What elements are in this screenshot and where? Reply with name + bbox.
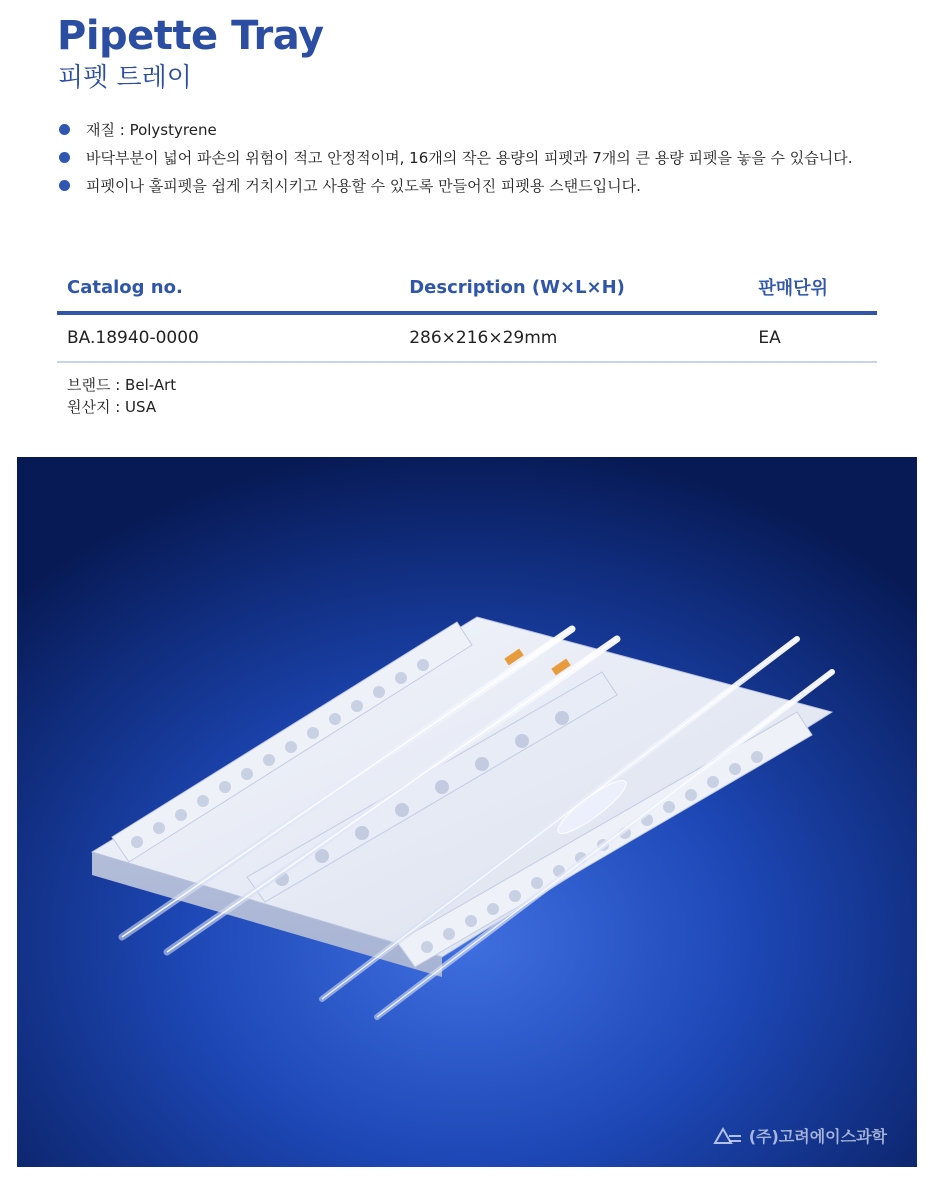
company-logo-icon <box>713 1127 743 1145</box>
spec-table <box>57 263 877 363</box>
column-header-description: Description (W×L×H) <box>399 263 748 313</box>
product-subtitle-korean: 피펫 트레이 <box>58 63 192 93</box>
table-header-row <box>57 263 877 313</box>
pipette-tray-illustration <box>17 457 917 1167</box>
country-line: 원산지 : USA <box>67 398 157 416</box>
column-header-unit: 판매단위 <box>748 263 877 313</box>
bullet-icon <box>59 124 70 135</box>
feature-item <box>58 116 858 144</box>
column-header-catalog: Catalog no. <box>57 263 399 313</box>
company-name: (주)고려에이스과학 <box>748 1127 887 1146</box>
feature-text: 피펫이나 홀피펫을 쉽게 거치시키고 사용할 수 있도록 만들어진 피펫용 스탠드입니다. <box>86 177 641 195</box>
cell-unit: EA <box>748 313 877 362</box>
bullet-icon <box>59 180 70 191</box>
product-photo <box>17 457 917 1167</box>
bullet-icon <box>59 152 70 163</box>
table-row <box>57 313 877 362</box>
cell-catalog-number: BA.18940-0000 <box>57 313 399 362</box>
company-watermark <box>713 1124 887 1147</box>
feature-item <box>58 144 858 172</box>
feature-item <box>58 172 858 200</box>
feature-text: 재질 : Polystyrene <box>86 121 217 139</box>
feature-list <box>58 116 858 200</box>
brand-line: 브랜드 : Bel-Art <box>67 376 177 394</box>
product-title: Pipette Tray <box>57 13 324 59</box>
feature-text: 바닥부분이 넓어 파손의 위험이 적고 안정적이며, 16개의 작은 용량의 피펫과 7개의 큰 용량 피펫을 놓을 수 있습니다. <box>86 149 853 167</box>
cell-description: 286×216×29mm <box>399 313 748 362</box>
origin-info <box>67 374 176 418</box>
